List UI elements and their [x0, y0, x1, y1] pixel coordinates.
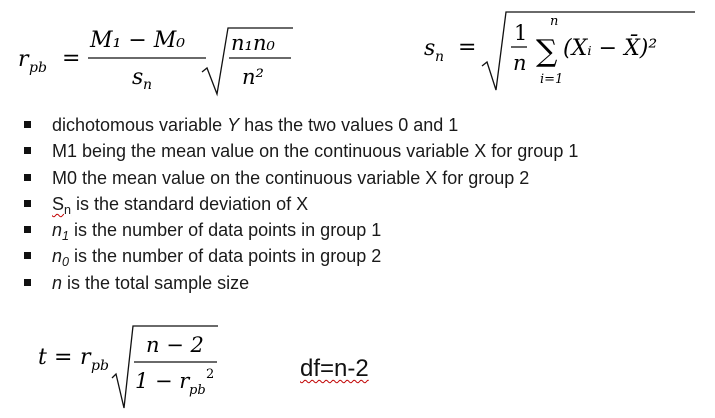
formula-t [36, 322, 266, 414]
list-item: $n_0$ is the number of data points in group 2 [22, 243, 702, 269]
rpb-lhs: r [18, 47, 29, 72]
rpb-denominator-sub: n [143, 77, 153, 93]
list-item: n is the total sample size [22, 270, 702, 296]
t-root-numerator: n − 2 [146, 333, 204, 357]
t-equals: = [54, 345, 73, 370]
list-item: M0 the mean value on the continuous variable X for group 2 [22, 165, 702, 191]
bullet-icon [24, 226, 31, 233]
degrees-of-freedom [300, 355, 369, 383]
rpb-lhs-sub: pb [29, 60, 47, 76]
formula-rpb [18, 20, 318, 100]
sn-sum-lower: i=1 [540, 72, 564, 87]
bullet-icon [24, 121, 31, 128]
formula-sn [420, 6, 710, 96]
t-lhs: t [38, 345, 47, 370]
list-item: dichotomous variable Y has the two values 0 and 1 [22, 112, 702, 138]
rpb-root-denominator: n² [242, 65, 264, 89]
sn-frac-den: n [513, 51, 527, 75]
formula-sn-svg [420, 6, 710, 96]
sn-sum-symbol: ∑ [536, 34, 558, 69]
sn-term: (Xᵢ − X̄)² [563, 36, 658, 61]
sn-lhs: s [424, 36, 436, 61]
df-text: df=n-2 [300, 355, 369, 382]
bullet-icon [24, 252, 31, 259]
sn-lhs-sub: n [435, 49, 445, 65]
sn-frac-num: 1 [514, 21, 528, 45]
bullet-icon [24, 200, 31, 207]
sn-equals: = [458, 35, 477, 60]
rpb-root-numerator: n₁n₀ [231, 31, 275, 55]
t-root-den-sup: 2 [206, 367, 215, 382]
bullet-icon [24, 174, 31, 181]
rpb-denominator: s [132, 65, 144, 90]
t-root-den-sub: pb [189, 383, 206, 398]
t-r: r [80, 345, 91, 370]
bullet-icon [24, 279, 31, 286]
list-item: $n_1$ is the number of data points in group 1 [22, 217, 702, 243]
t-r-sub: pb [91, 358, 109, 374]
formula-t-svg [36, 322, 266, 414]
bullet-icon [24, 147, 31, 154]
list-item: M1 being the mean value on the continuous variable X for group 1 [22, 138, 702, 164]
sn-sum-upper: n [550, 14, 559, 29]
rpb-equals: = [62, 46, 81, 71]
spellcheck-symbol: $S_n$ [52, 193, 72, 217]
formula-rpb-svg [18, 20, 318, 100]
t-root-denominator: 1 − r [135, 369, 190, 393]
rpb-numerator: M₁ − M₀ [90, 28, 186, 53]
definitions-list [22, 112, 702, 296]
list-item: $S_n$ is the standard deviation of X [22, 191, 702, 217]
